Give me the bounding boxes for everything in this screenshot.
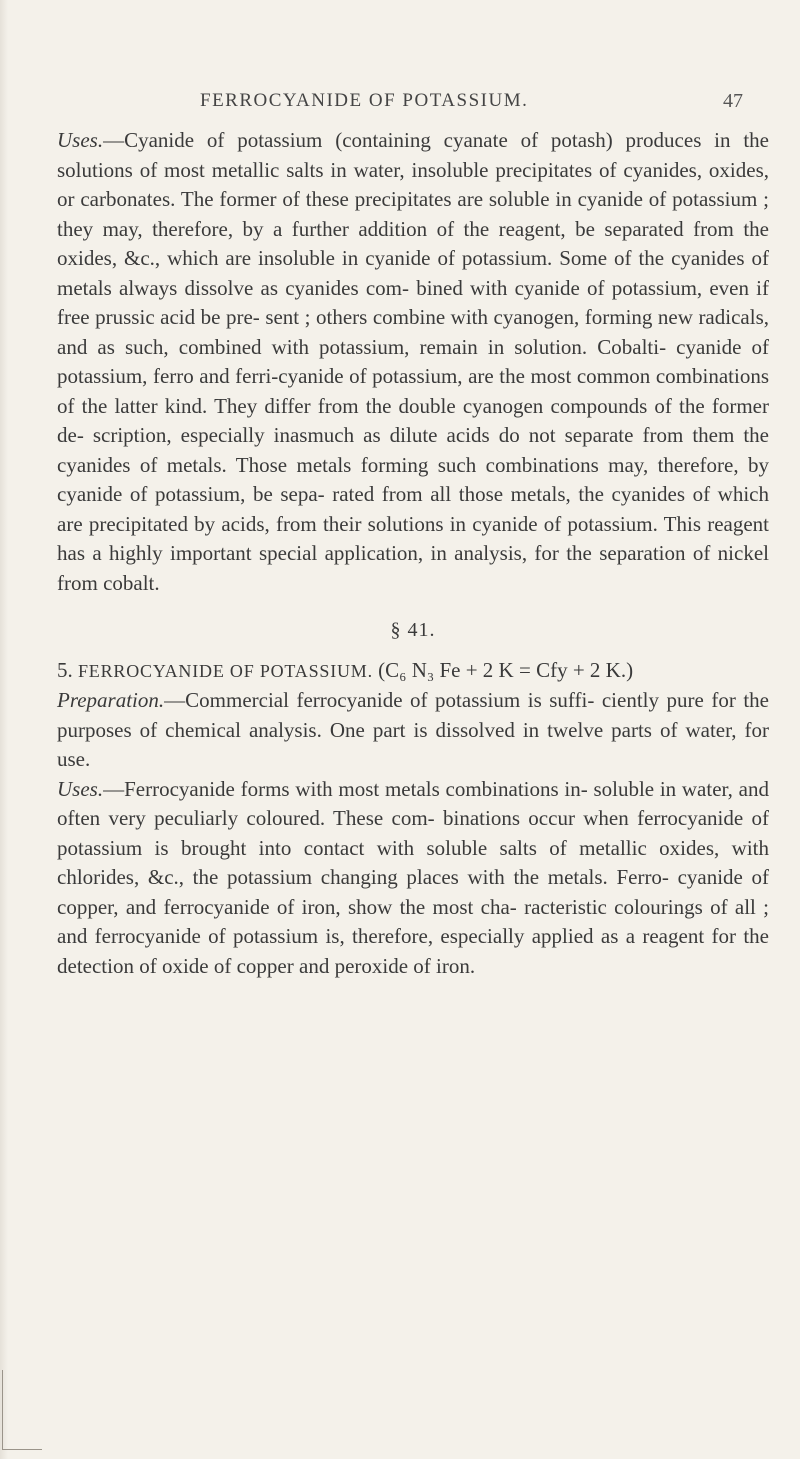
- paragraph-lead: Uses.: [57, 776, 104, 801]
- heading-title: FERROCYANIDE OF POTASSIUM.: [78, 660, 373, 681]
- paragraph-preparation: [57, 686, 769, 775]
- heading-formula: (C₆ N₃ Fe + 2 K = Cfy + 2 K.): [378, 657, 634, 682]
- paragraph-lead: Preparation.: [57, 688, 165, 712]
- page-number: 47: [723, 90, 743, 112]
- paragraph-uses-cyanide: [57, 126, 769, 598]
- paragraph-lead: Uses.: [57, 128, 104, 152]
- scan-margin-foot: [2, 1449, 42, 1450]
- running-head: [0, 90, 800, 120]
- body-text: [57, 126, 769, 981]
- scan-margin-line: [2, 1370, 3, 1450]
- running-head-title: FERROCYANIDE OF POTASSIUM.: [200, 90, 529, 111]
- paragraph-text: —Ferrocyanide forms with most metals combinations in- soluble in water, and often very peculiarly coloured. These com- binations occur when ferrocyanide of potassium is brought into contact with soluble salts of metallic oxides, with chlorides, &c., the potassium changing places with the metals. Ferro- cyanide of copper, and ferrocyanide of iron, show the most cha- racteristic colourings of all ; and ferrocyanide of potassium is, therefore, especially applied as a reagent for the detection of oxide of copper and peroxide of iron.: [57, 776, 769, 978]
- section-mark: § 41.: [390, 619, 436, 641]
- heading-number: 5.: [57, 657, 73, 682]
- paragraph-uses-ferrocyanide: [57, 775, 769, 982]
- paragraph-text: —Cyanide of potassium (containing cyanate of potash) produces in the solutions of most metallic salts in water, insoluble precipitates of cyanides, oxides, or carbonates. The former of these precipitates are soluble in cyanide of potassium ; they may, therefore, by a further addition of the reagent, be separated from the oxides, &c., which are insoluble in cyanide of potassium. Some of the cyanides of metals always dissolve as cyanides com- bined with cyanide of potassium, even if free prussic acid be pre- sent ; others combine with cyanogen, forming new radicals, and as such, combined with potassium, remain in solution. Cobalti- cyanide of potassium, ferro and ferri-cyanide of potassium, are the most common combinations of the latter kind. They differ from the double cyanogen compounds of the former de- scription, especially inasmuch as dilute acids do not separate from them the cyanides of metals. Those metals forming such combinations may, therefore, by cyanide of potassium, be sepa- rated from all those metals, the cyanides of which are precipitated by acids, from their solutions in cyanide of potassium. This reagent has a highly important special application, in analysis, for the separation of nickel from cobalt.: [57, 128, 769, 595]
- section-heading: [57, 656, 769, 687]
- paragraph-text: —Commercial ferrocyanide of potassium is suffi- ciently pure for the purposes of chemical analysis. One part is dissolved in twelve parts of water, for use.: [57, 688, 769, 771]
